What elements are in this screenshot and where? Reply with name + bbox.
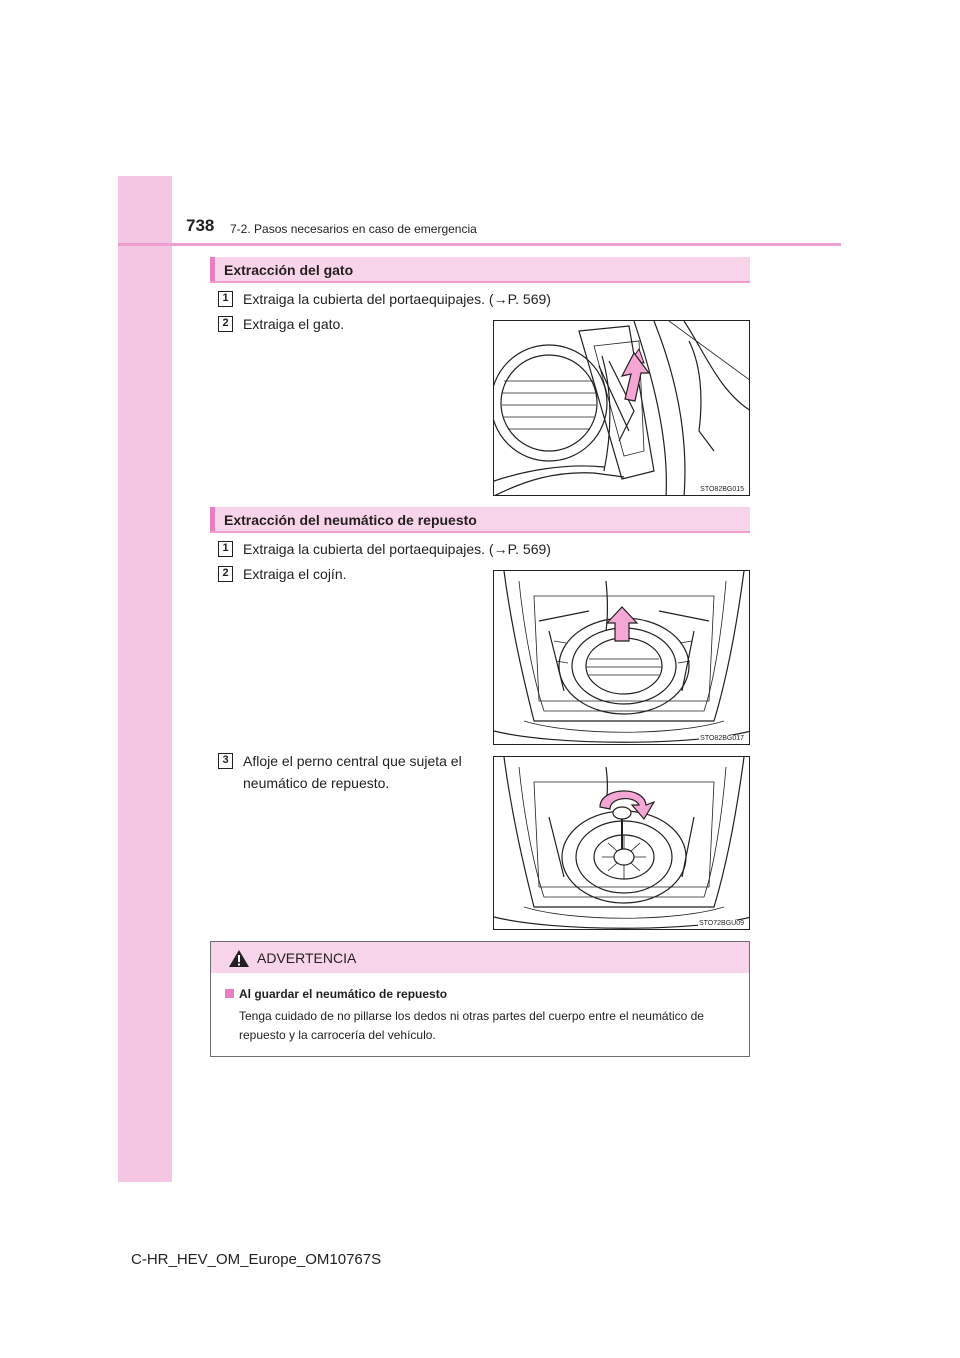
warning-subtitle <box>225 987 447 1001</box>
step-text: Extraiga la cubierta del portaequipajes. (→P. 569) <box>243 291 551 307</box>
header-divider <box>118 243 841 246</box>
step-text-line: neumático de repuesto. <box>243 775 390 791</box>
section-marker <box>210 257 215 281</box>
side-tab-bar <box>118 176 172 1182</box>
step-text: Extraiga la cubierta del portaequipajes. (→P. 569) <box>243 541 551 557</box>
step-number: 1 <box>218 541 233 557</box>
warning-body: Tenga cuidado de no pillarse los dedos ni otras partes del cuerpo entre el neumático de repuesto y la carrocería del vehículo. <box>239 1009 704 1042</box>
warning-triangle-icon <box>228 949 250 968</box>
figure-remove-cushion <box>493 570 750 745</box>
figure-jack-removal <box>493 320 750 496</box>
document-id: C-HR_HEV_OM_Europe_OM10767S <box>131 1251 382 1268</box>
step-text <box>243 750 462 794</box>
figure-code: STO82BG017 <box>700 735 744 742</box>
step-number: 2 <box>218 316 233 332</box>
warning-box <box>210 941 750 1057</box>
figure-code: STO72BGU09 <box>698 920 744 927</box>
section-heading-jack <box>210 257 750 283</box>
page-number: 738 <box>186 216 215 235</box>
section-title: Extracción del gato <box>224 262 354 278</box>
step-text: Extraiga el gato. <box>243 316 345 332</box>
step-text: Extraiga el cojín. <box>243 566 347 582</box>
warning-title: ADVERTENCIA <box>257 950 357 966</box>
section-title: Extracción del neumático de repuesto <box>224 512 477 528</box>
warning-header <box>211 942 749 973</box>
bullet-square-icon <box>225 989 234 998</box>
step-number: 3 <box>218 753 233 769</box>
warning-subtitle-text: Al guardar el neumático de repuesto <box>239 987 448 1001</box>
figure-code: STO82BG015 <box>700 486 744 493</box>
step-number: 2 <box>218 566 233 582</box>
up-arrow-icon <box>607 607 637 641</box>
chapter-title: 7-2. Pasos necesarios en caso de emergencia <box>230 222 477 236</box>
step-number: 1 <box>218 291 233 307</box>
step-text-line: Afloje el perno central que sujeta el <box>243 753 462 769</box>
section-marker <box>210 507 215 531</box>
section-heading-spare-tire <box>210 507 750 533</box>
figure-loosen-bolt <box>493 756 750 930</box>
